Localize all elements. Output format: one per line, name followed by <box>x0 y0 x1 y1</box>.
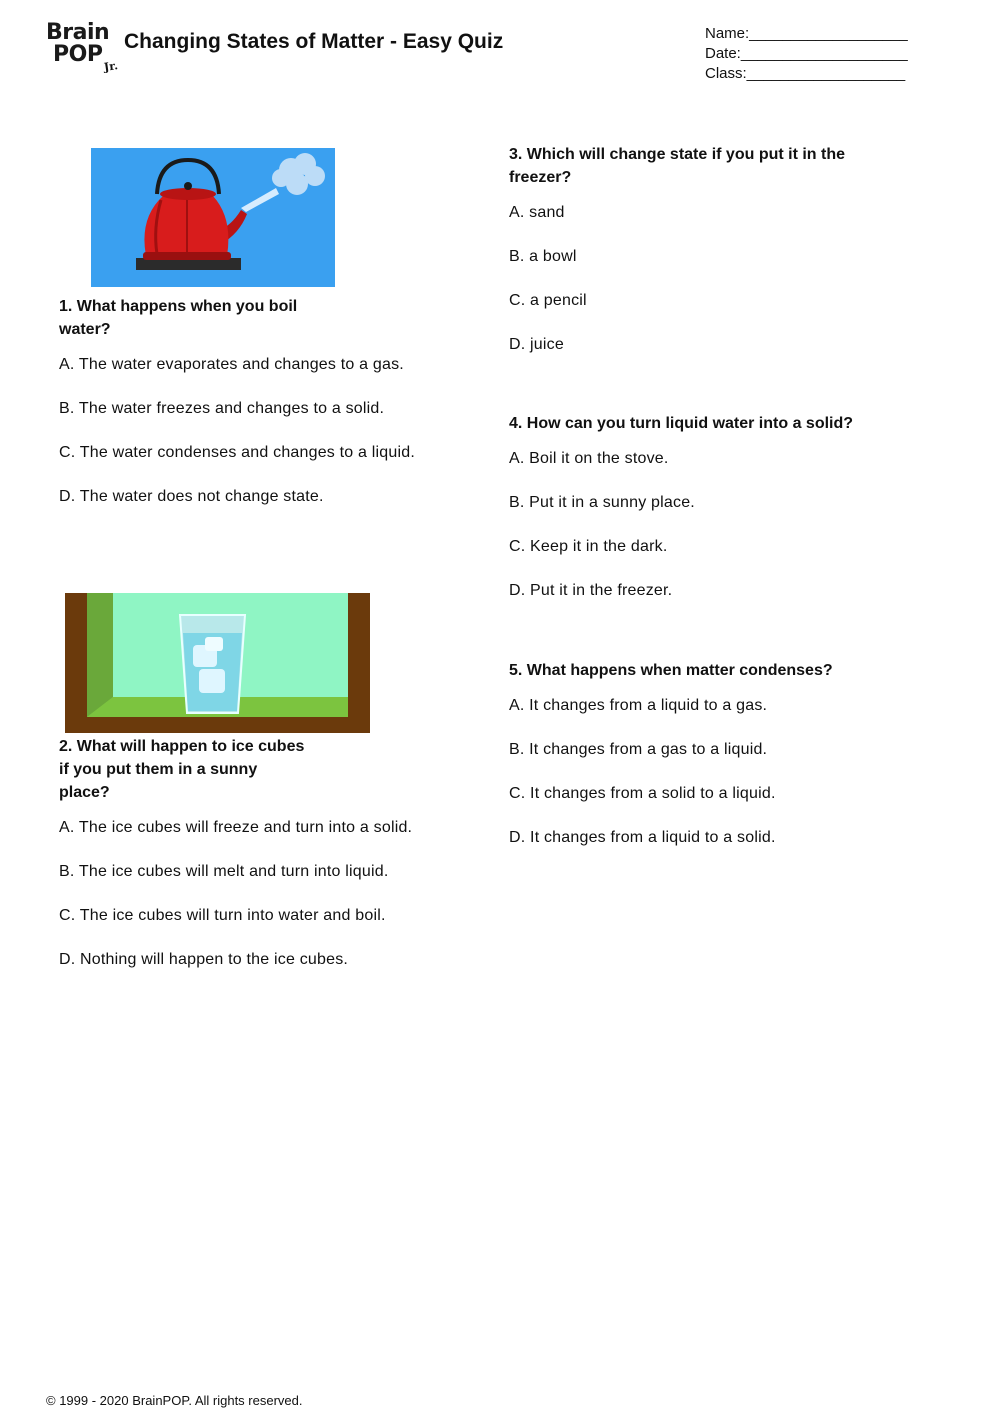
question-1-option-b[interactable]: B. The water freezes and changes to a solid. <box>59 400 385 417</box>
question-2-option-b[interactable]: B. The ice cubes will melt and turn into liquid. <box>59 863 389 880</box>
question-5-option-d[interactable]: D. It changes from a liquid to a solid. <box>509 829 776 846</box>
question-3-option-c[interactable]: C. a pencil <box>509 292 587 309</box>
question-2-option-a[interactable]: A. The ice cubes will freeze and turn into a solid. <box>59 819 413 836</box>
question-5-option-b[interactable]: B. It changes from a gas to a liquid. <box>509 741 768 758</box>
name-field[interactable]: Name:___________________ <box>705 25 908 42</box>
question-1-option-d[interactable]: D. The water does not change state. <box>59 488 324 505</box>
question-4-text: 4. How can you turn liquid water into a solid? <box>509 415 854 432</box>
question-1-option-c[interactable]: C. The water condenses and changes to a liquid. <box>59 444 415 461</box>
question-5-text: 5. What happens when matter condenses? <box>509 662 833 679</box>
question-4-option-c[interactable]: C. Keep it in the dark. <box>509 538 668 555</box>
question-2-option-c[interactable]: C. The ice cubes will turn into water and boil. <box>59 907 386 924</box>
quiz-title: Changing States of Matter - Easy Quiz <box>124 30 504 53</box>
kettle-on-stove-icon <box>91 148 335 287</box>
question-4-option-b[interactable]: B. Put it in a sunny place. <box>509 494 695 511</box>
question-3-option-a[interactable]: A. sand <box>509 204 565 221</box>
question-3-option-d[interactable]: D. juice <box>509 336 564 353</box>
ice-glass-in-window-icon <box>65 593 370 733</box>
student-info-block <box>705 24 908 84</box>
question-3 <box>509 143 909 379</box>
question-1 <box>59 295 479 531</box>
logo-text-jr: Jr. <box>103 59 119 74</box>
question-4 <box>509 412 929 625</box>
question-5-option-c[interactable]: C. It changes from a solid to a liquid. <box>509 785 776 802</box>
question-2-text: 2. What will happen to ice cubes if you put them in a sunny place? <box>59 738 305 801</box>
question-3-option-b[interactable]: B. a bowl <box>509 248 577 265</box>
question-5 <box>509 659 929 872</box>
question-1-text: 1. What happens when you boil water? <box>59 298 298 338</box>
question-3-text: 3. Which will change state if you put it in the freezer? <box>509 146 846 186</box>
question-5-option-a[interactable]: A. It changes from a liquid to a gas. <box>509 697 768 714</box>
class-field[interactable]: Class:___________________ <box>705 65 906 82</box>
question-4-option-a[interactable]: A. Boil it on the stove. <box>509 450 669 467</box>
logo-text-pop: POP <box>53 42 103 67</box>
question-4-option-d[interactable]: D. Put it in the freezer. <box>509 582 673 599</box>
brainpop-jr-logo <box>46 22 126 74</box>
date-field[interactable]: Date:____________________ <box>705 45 908 62</box>
logo-text-brain: Brain <box>46 20 110 45</box>
question-2 <box>59 735 489 994</box>
question-1-option-a[interactable]: A. The water evaporates and changes to a gas. <box>59 356 404 373</box>
copyright-footer: © 1999 - 2020 BrainPOP. All rights reserved. <box>46 1393 303 1408</box>
question-2-option-d[interactable]: D. Nothing will happen to the ice cubes. <box>59 951 349 968</box>
